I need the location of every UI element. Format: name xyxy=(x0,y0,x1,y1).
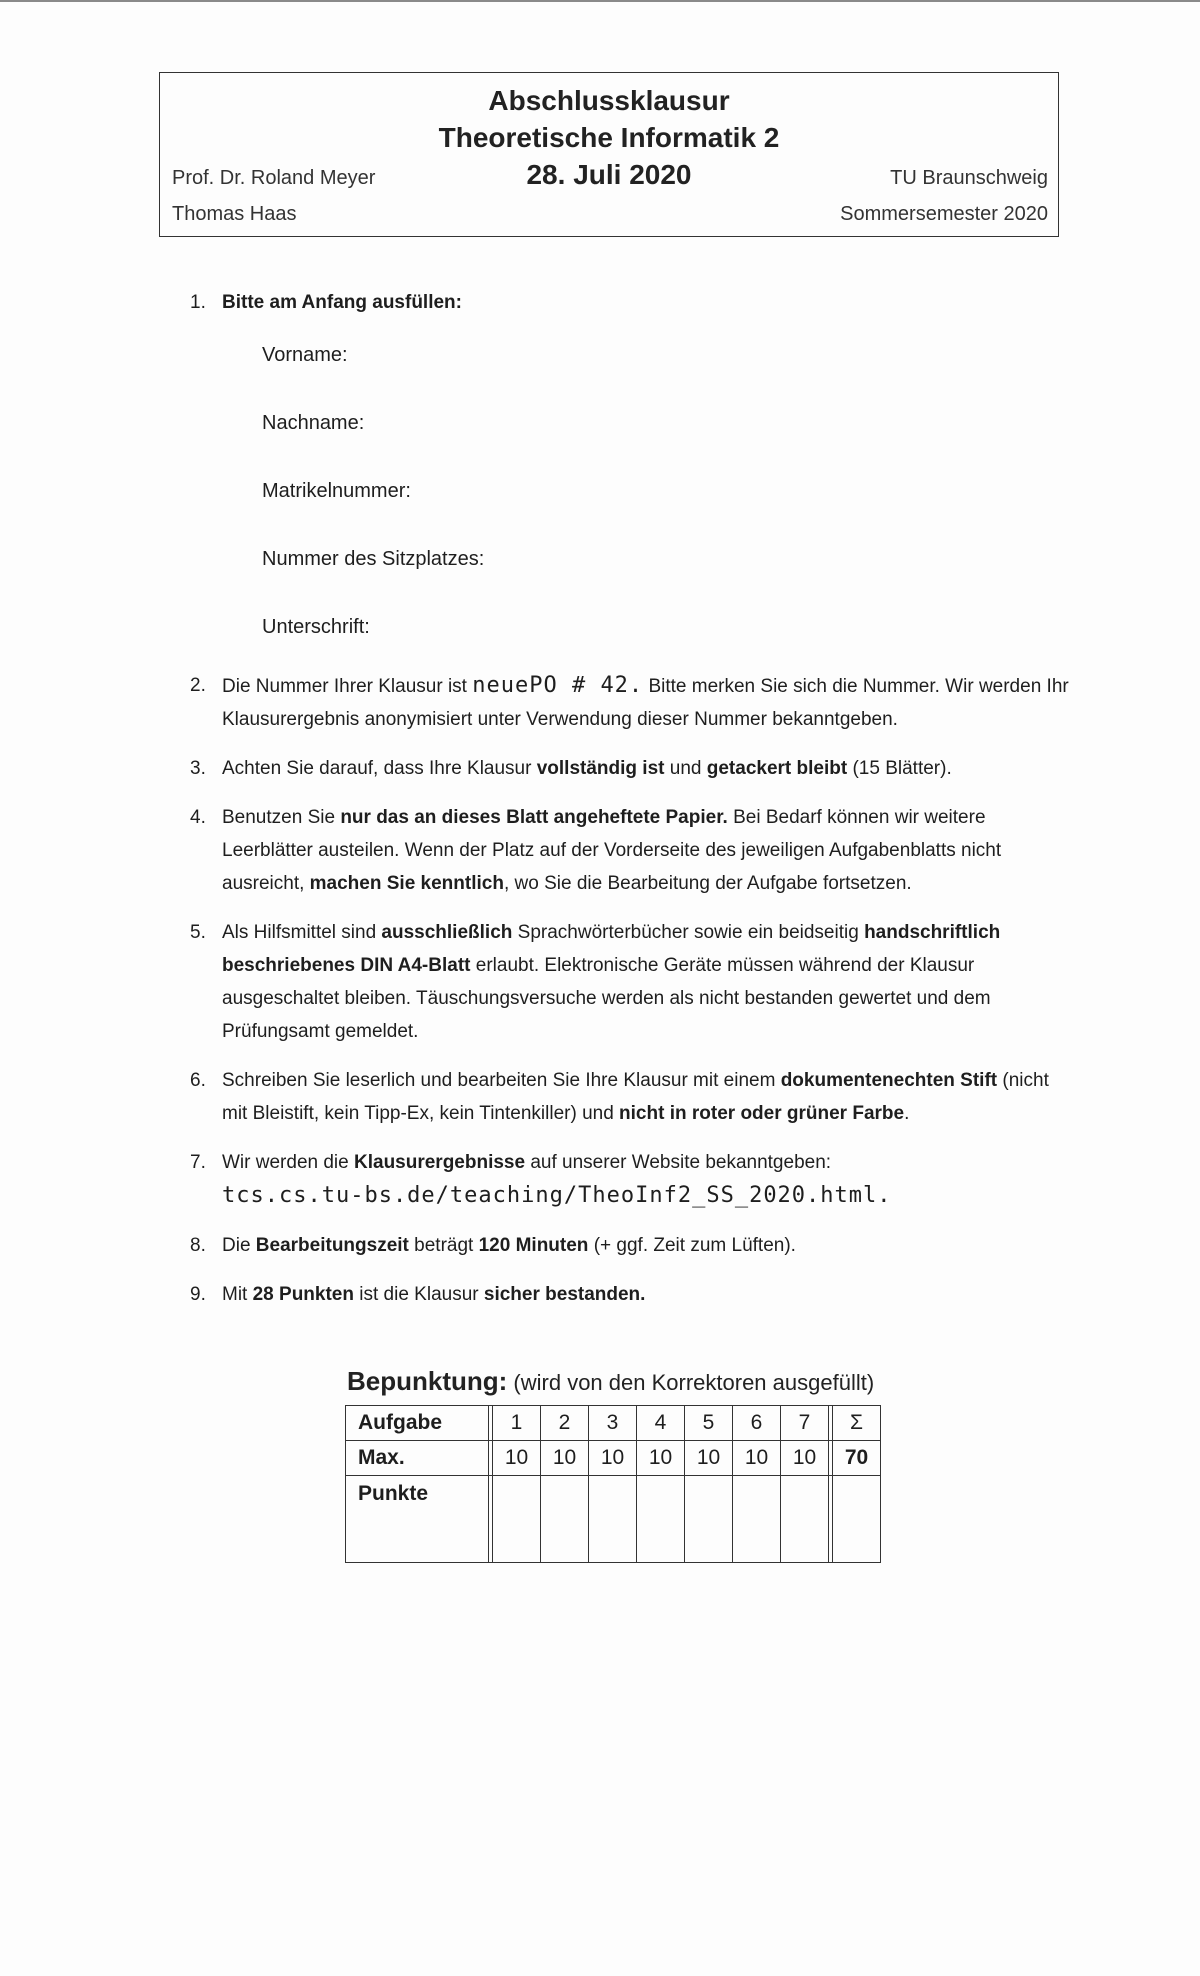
item-number: 9. xyxy=(190,1284,206,1305)
exam-code: neuePO # 42. xyxy=(472,673,644,698)
task-cell: 6 xyxy=(733,1406,781,1441)
page-top-edge xyxy=(0,0,1200,2)
task-cell: 4 xyxy=(637,1406,685,1441)
scoring-subtitle: (wird von den Korrektoren ausgefüllt) xyxy=(507,1370,875,1395)
exam-date: 28. Juli 2020 xyxy=(526,159,692,190)
max-cell: 10 xyxy=(493,1441,541,1476)
item-number: 3. xyxy=(190,758,206,779)
task-cell: 5 xyxy=(685,1406,733,1441)
scoring-heading xyxy=(347,1366,874,1397)
field-matrikelnummer: Matrikelnummer: xyxy=(262,480,411,502)
university-name: TU Braunschweig xyxy=(890,167,1048,189)
task-cell: 1 xyxy=(493,1406,541,1441)
max-cell: 10 xyxy=(733,1441,781,1476)
max-cell: 10 xyxy=(781,1441,829,1476)
task-cell: 3 xyxy=(589,1406,637,1441)
table-row xyxy=(346,1406,881,1441)
task-cell: 2 xyxy=(541,1406,589,1441)
course-title: Theoretische Informatik 2 xyxy=(438,122,780,153)
instruction-2: 2. Die Nummer Ihrer Klausur ist neuePO # 42. Bitte merken Sie sich die Nummer. Wir werden Ihr Klausurergebnis anonymisiert unter Verwendung dieser Nummer bekanntgeben. xyxy=(190,669,1070,736)
instruction-9: 9. Mit 28 Punkten ist die Klausur sicher bestanden. xyxy=(190,1278,1070,1311)
item-number: 8. xyxy=(190,1235,206,1256)
item-number: 4. xyxy=(190,807,206,828)
points-cell[interactable] xyxy=(637,1476,685,1563)
table-row xyxy=(346,1476,881,1563)
points-cell[interactable] xyxy=(589,1476,637,1563)
instruction-7: 7. Wir werden die Klausurergebnisse auf unserer Website bekanntgeben: tcs.cs.tu-bs.de/teaching/TheoInf2_SS_2020.html. xyxy=(190,1146,1070,1213)
semester: Sommersemester 2020 xyxy=(840,203,1048,225)
field-vorname: Vorname: xyxy=(262,344,348,366)
field-sitzplatz: Nummer des Sitzplatzes: xyxy=(262,548,485,570)
row-label-max: Max. xyxy=(346,1441,489,1476)
scoring-table xyxy=(345,1405,881,1563)
instruction-3: 3. Achten Sie darauf, dass Ihre Klausur vollständig ist und getackert bleibt (15 Blätter). xyxy=(190,752,1070,785)
instruction-8: 8. Die Bearbeitungszeit beträgt 120 Minuten (+ ggf. Zeit zum Lüften). xyxy=(190,1229,1070,1262)
points-cell[interactable] xyxy=(541,1476,589,1563)
sum-symbol-cell: Σ xyxy=(833,1406,881,1441)
instruction-1 xyxy=(190,286,1070,641)
examiner-name: Prof. Dr. Roland Meyer xyxy=(172,167,376,189)
item-number: 7. xyxy=(190,1152,206,1173)
points-cell[interactable] xyxy=(781,1476,829,1563)
item-number: 6. xyxy=(190,1070,206,1091)
exam-title: Abschlussklausur xyxy=(488,85,730,116)
item-1-title: Bitte am Anfang ausfüllen: xyxy=(222,292,462,313)
item-number: 1. xyxy=(190,292,206,313)
points-cell[interactable] xyxy=(685,1476,733,1563)
field-nachname: Nachname: xyxy=(262,412,365,434)
results-url: tcs.cs.tu-bs.de/teaching/TheoInf2_SS_2020.html. xyxy=(222,1183,892,1208)
item-number: 5. xyxy=(190,922,206,943)
max-cell: 10 xyxy=(685,1441,733,1476)
max-cell: 10 xyxy=(589,1441,637,1476)
instruction-6: 6. Schreiben Sie leserlich und bearbeiten Sie Ihre Klausur mit einem dokumentenechten Stift (nicht mit Bleistift, kein Tipp-Ex, kein Tintenkiller) und nicht in roter oder grüner Farbe. xyxy=(190,1064,1070,1130)
row-label-aufgabe: Aufgabe xyxy=(346,1406,489,1441)
header-box xyxy=(159,72,1059,237)
task-cell: 7 xyxy=(781,1406,829,1441)
field-unterschrift: Unterschrift: xyxy=(262,616,370,638)
scoring-title: Bepunktung: xyxy=(347,1366,508,1396)
max-cell: 10 xyxy=(637,1441,685,1476)
points-cell[interactable] xyxy=(733,1476,781,1563)
max-cell: 10 xyxy=(541,1441,589,1476)
row-label-punkte: Punkte xyxy=(346,1476,489,1563)
table-row xyxy=(346,1441,881,1476)
item-number: 2. xyxy=(190,675,206,696)
points-sum-cell[interactable] xyxy=(833,1476,881,1563)
instruction-4: 4. Benutzen Sie nur das an dieses Blatt angeheftete Papier. Bei Bedarf können wir weitere Leerblätter austeilen. Wenn der Platz auf der Vorderseite des jeweiligen Aufgabenblatts nicht ausreicht, machen Sie kenntlich, wo Sie die Bearbeitung der Aufgabe fortsetzen. xyxy=(190,801,1070,900)
instruction-5: 5. Als Hilfsmittel sind ausschließlich Sprachwörterbücher sowie ein beidseitig handschriftlich beschriebenes DIN A4-Blatt erlaubt. Elektronische Geräte müssen während der Klausur ausgeschaltet bleiben. Täuschungsversuche werden als nicht bestanden gewertet und dem Prüfungsamt gemeldet. xyxy=(190,916,1070,1048)
assistant-name: Thomas Haas xyxy=(172,203,297,225)
instructions-list xyxy=(190,286,1070,1327)
points-cell[interactable] xyxy=(493,1476,541,1563)
sum-max-cell: 70 xyxy=(833,1441,881,1476)
